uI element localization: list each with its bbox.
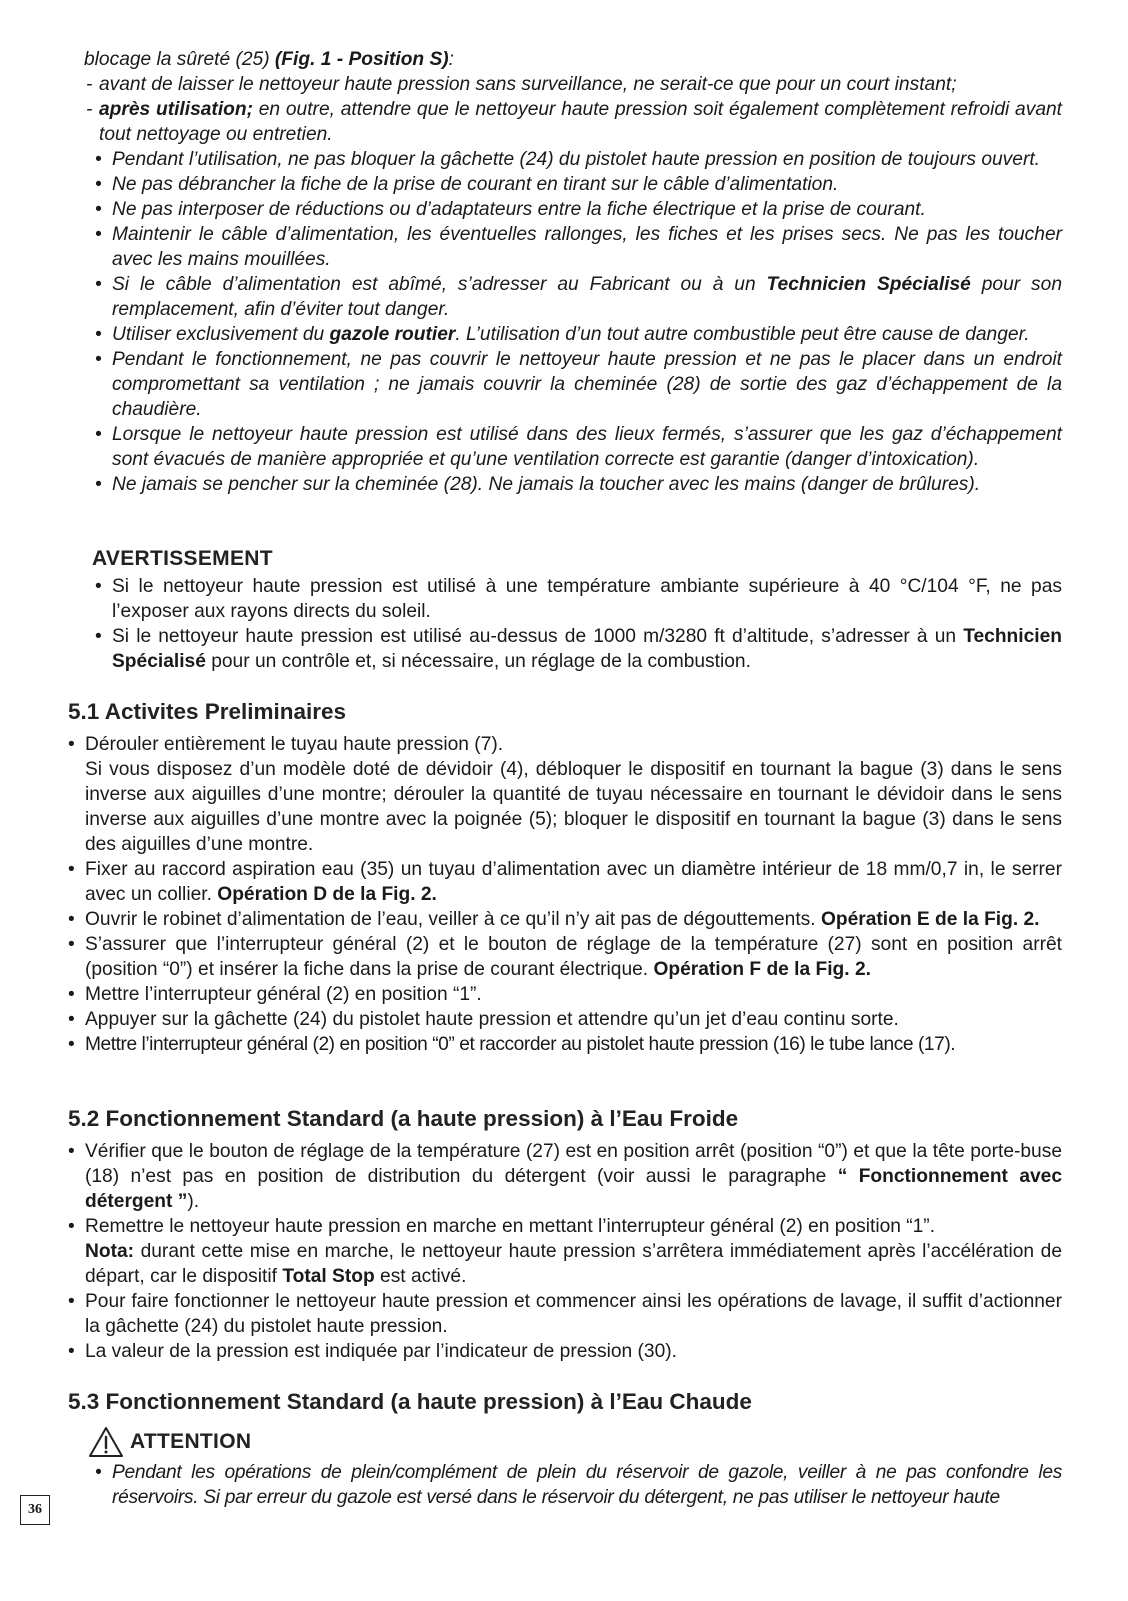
section-title: 5.1 Activites Preliminaires (68, 699, 347, 724)
list-item (95, 172, 1062, 197)
emphasis-text: Technicien Spécialisé (112, 626, 1062, 672)
emphasis-text: Technicien Spécialisé (766, 274, 971, 295)
body-text: Pendant le fonctionnement, ne pas couvrir le nettoyeur haute pression et ne pas le placer dans un endroit compromettant sa ventilation ; ne jamais couvrir la cheminée (28) de sortie des gaz d’échappement de la chaudière. (112, 349, 1062, 420)
list-item (84, 97, 1062, 147)
warning-block (68, 546, 1062, 674)
emphasis-text: gazole routier (329, 324, 456, 345)
list-item (68, 1139, 1062, 1214)
body-text: Dérouler entièrement le tuyau haute pression (7). (85, 734, 504, 755)
body-text: Pour faire fonctionner le nettoyeur haute pression et commencer ainsi les opérations de lavage, il suffit d’actionner la gâchette (24) du pistolet haute pression. (85, 1291, 1062, 1337)
body-text: Utiliser exclusivement du (112, 324, 330, 345)
list-item (68, 982, 1062, 1007)
list-item (68, 857, 1062, 907)
body-text: en outre, attendre que le nettoyeur haute pression soit également complètement refroidi avant tout nettoyage ou entretien. (99, 99, 1062, 145)
body-text: Si le nettoyeur haute pression est utilisé au-dessus de 1000 m/3280 ft d’altitude, s’adresser à un (112, 626, 964, 647)
list-item (95, 624, 1062, 674)
body-text: durant cette mise en marche, le nettoyeur haute pression s’arrêtera immédiatement après l’accélération de départ, car le dispositif (85, 1241, 1062, 1287)
list-item (95, 472, 1062, 497)
emphasis-text: Nota: (85, 1241, 135, 1262)
attention-header (68, 1426, 1062, 1458)
body-text: Ne pas débrancher la fiche de la prise de courant en tirant sur le câble d’alimentation. (112, 174, 839, 195)
body-text: Pendant l’utilisation, ne pas bloquer la gâchette (24) du pistolet haute pression en position de toujours ouvert. (112, 149, 1040, 170)
body-text: pour son remplacement, afin d’éviter tout danger. (112, 274, 1062, 320)
safety-list (68, 47, 1062, 497)
body-text: : (448, 49, 455, 70)
emphasis-text: après utilisation; (99, 99, 253, 120)
warning-title: AVERTISSEMENT (92, 547, 273, 570)
list-item (95, 422, 1062, 472)
list-item (68, 47, 1062, 72)
list-item (68, 1214, 1062, 1239)
list-item (68, 1289, 1062, 1339)
section-title: 5.3 Fonctionnement Standard (a haute pression) à l’Eau Chaude (68, 1389, 752, 1414)
section-5-2 (68, 1105, 1062, 1364)
body-text: . L’utilisation d’un tout autre combustible peut être cause de danger. (455, 324, 1030, 345)
body-text: Ne pas interposer de réductions ou d’adaptateurs entre la fiche électrique et la prise de courant. (112, 199, 926, 220)
body-text: Si vous disposez d’un modèle doté de dévidoir (4), débloquer le dispositif en tournant la bague (3) dans le sens inverse aux aiguilles d’une montre; dérouler la quantité de tuyau nécessaire en tournant le dévidoir dans le sens inverse aux aiguilles d’une montre avec la poignée (5); bloquer le dispositif en tournant la bague (3) dans le sens des aiguilles d’une montre. (85, 759, 1062, 855)
list-item (68, 907, 1062, 932)
body-text: Mettre l’interrupteur général (2) en position “1”. (85, 984, 482, 1005)
list-item (68, 1339, 1062, 1364)
body-text: La valeur de la pression est indiquée par l’indicateur de pression (30). (85, 1341, 677, 1362)
list-item (68, 1007, 1062, 1032)
list-item (95, 197, 1062, 222)
list-item (95, 347, 1062, 422)
attention-title: ATTENTION (130, 1430, 252, 1453)
body-text: S’assurer que l’interrupteur général (2) et le bouton de réglage de la température (27) sont en position arrêt (position “0”) et insérer la fiche dans la prise de courant électrique. (85, 934, 1062, 980)
emphasis-text: Total Stop (282, 1266, 375, 1287)
section-5-1 (68, 698, 1062, 1057)
list-item (95, 322, 1062, 347)
body-text: Appuyer sur la gâchette (24) du pistolet haute pression et attendre qu’un jet d’eau continu sorte. (85, 1009, 899, 1030)
body-text: Si le câble d’alimentation est abîmé, s’adresser au Fabricant ou à un (112, 274, 767, 295)
body-text: Si le nettoyeur haute pression est utilisé à une température ambiante supérieure à 40 °C/104 °F, ne pas l’exposer aux rayons directs du soleil. (112, 576, 1062, 622)
page-number: 36 (20, 1495, 50, 1525)
list-item (84, 72, 1062, 97)
list-item (95, 574, 1062, 624)
body-text: ). (187, 1191, 200, 1212)
body-text: Ouvrir le robinet d’alimentation de l’eau, veiller à ce qu’il n’y ait pas de dégouttements. (85, 909, 821, 930)
emphasis-text: Opération D de la Fig. 2. (217, 884, 437, 905)
body-text: pour un contrôle et, si nécessaire, un réglage de la combustion. (205, 651, 751, 672)
body-text: Mettre l’interrupteur général (2) en position “0” et raccorder au pistolet haute pression (16) le tube lance (17). (85, 1034, 956, 1055)
body-text: Lorsque le nettoyeur haute pression est utilisé dans des lieux fermés, s’assurer que les gaz d’échappement sont évacués de manière appropriée et qu’une ventilation correcte est garantie (danger d’intoxication). (112, 424, 1062, 470)
section-5-3 (68, 1388, 1062, 1510)
emphasis-text: “ Fonctionnement avec détergent ” (85, 1166, 1062, 1212)
section-title: 5.2 Fonctionnement Standard (a haute pression) à l’Eau Froide (68, 1106, 739, 1131)
list-item (68, 1032, 1062, 1057)
body-text: Pendant les opérations de plein/complément de plein du réservoir de gazole, veiller à ne pas confondre les réservoirs. Si par erreur du gazole est versé dans le réservoir du détergent, ne pas utiliser le nettoyeur haute (112, 1462, 1062, 1508)
list-item-continuation (68, 1239, 1062, 1289)
body-text: Vérifier que le bouton de réglage de la température (27) est en position arrêt (position “0”) et que la tête porte-buse (18) n’est pas en position de distribution du détergent (voir aussi le paragraphe (85, 1141, 1062, 1187)
list-item (68, 732, 1062, 757)
list-item-continuation (68, 757, 1062, 857)
list-item (95, 222, 1062, 272)
body-text: Maintenir le câble d’alimentation, les éventuelles rallonges, les fiches et les prises secs. Ne pas les toucher avec les mains mouillées. (112, 224, 1062, 270)
body-text: Ne jamais se pencher sur la cheminée (28). Ne jamais la toucher avec les mains (danger de brûlures). (112, 474, 981, 495)
emphasis-text: (Fig. 1 - Position S) (274, 49, 449, 70)
body-text: blocage la sûreté (25) (84, 49, 275, 70)
emphasis-text: Opération F de la Fig. 2. (653, 959, 871, 980)
body-text: Fixer au raccord aspiration eau (35) un tuyau d’alimentation avec un diamètre intérieur de 18 mm/0,7 in, le serrer avec un collier. (85, 859, 1062, 905)
body-text: est activé. (374, 1266, 467, 1287)
list-item (95, 272, 1062, 322)
body-text: avant de laisser le nettoyeur haute pression sans surveillance, ne serait-ce que pour un court instant; (99, 74, 957, 95)
list-item (95, 1460, 1062, 1510)
warning-triangle-icon (88, 1426, 124, 1458)
body-text: Remettre le nettoyeur haute pression en marche en mettant l’interrupteur général (2) en position “1”. (85, 1216, 936, 1237)
emphasis-text: Opération E de la Fig. 2. (820, 909, 1040, 930)
list-item (95, 147, 1062, 172)
list-item (68, 932, 1062, 982)
